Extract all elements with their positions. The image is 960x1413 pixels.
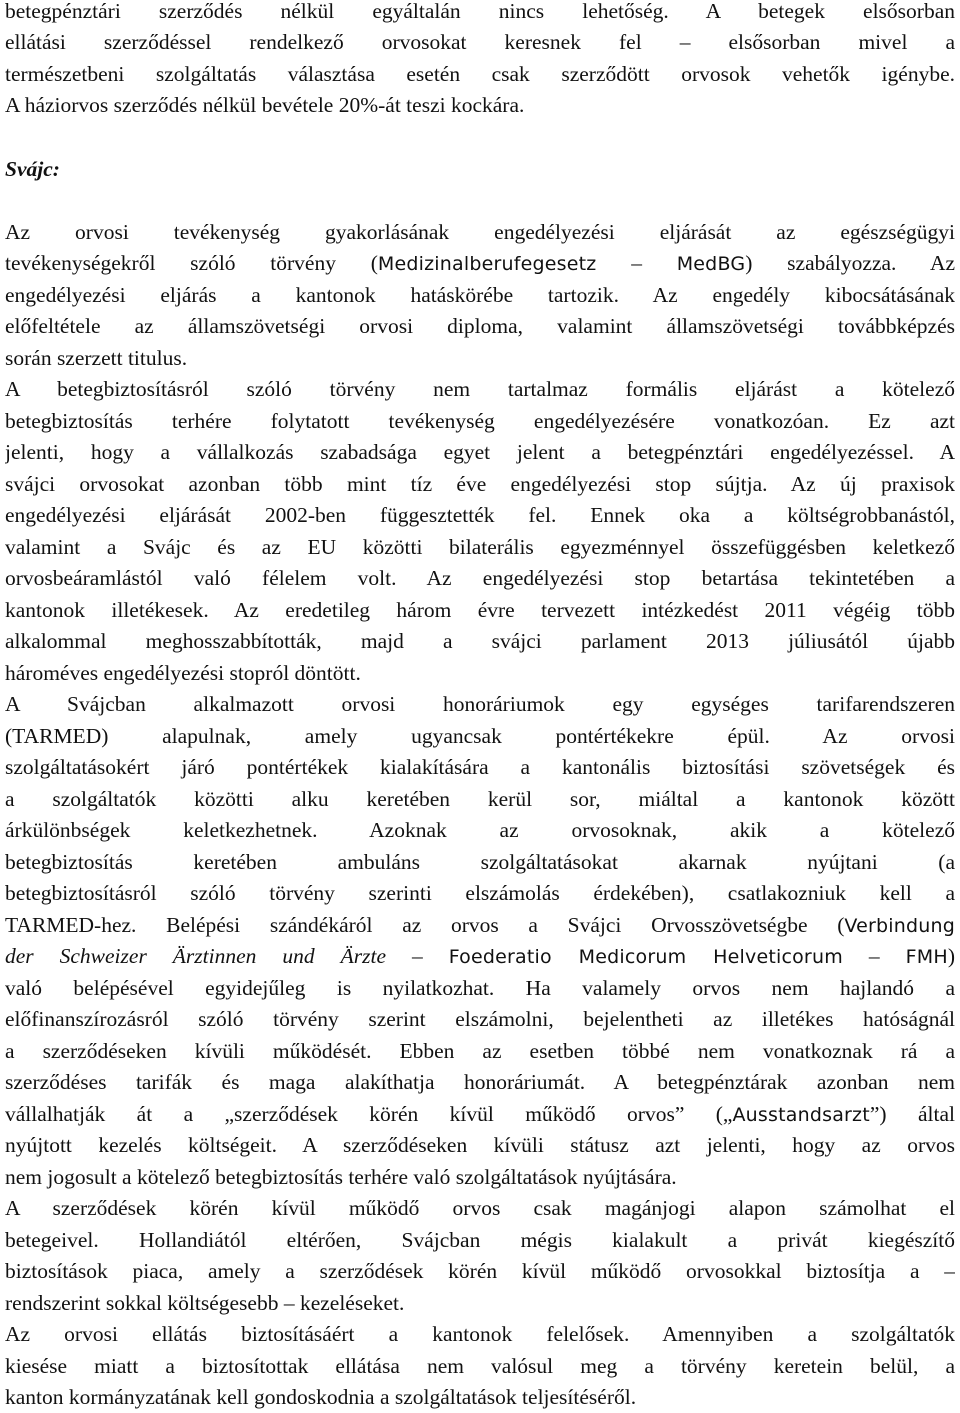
paragraph-line [5, 1099, 955, 1130]
organization-name: der Schweizer Ärztinnen und Ärzte [5, 944, 386, 968]
paragraph-line [5, 248, 955, 279]
text-span: ) szabályozza. Az [745, 251, 955, 275]
paragraph-line: A szerződések körén kívül működő orvos csak magánjogi alapon számolhat el [5, 1196, 955, 1220]
paragraph-line: biztosítások piaca, amely a szerződések körén kívül működő orvosokkal biztosítja a – [5, 1259, 955, 1283]
text-span: ) [947, 944, 955, 968]
paragraph-line: A betegbiztosításról szóló törvény nem tartalmaz formális eljárást a kötelező [5, 377, 955, 401]
paragraph-line: kanton kormányzatának kell gondoskodnia a szolgáltatások teljesítéséről. [5, 1385, 637, 1409]
organization-abbreviation: FMH [905, 946, 948, 968]
paragraph-line: (TARMED) alapulnak, amely ugyancsak pontértékekre épül. Az orvosi [5, 724, 955, 748]
paragraph-line: engedélyezési eljárását 2002-ben függesztették fel. Ennek oka a költségrobbanástól, [5, 503, 955, 527]
paragraph-line: kiesése miatt a biztosítottak ellátása nem valósul meg a törvény keretein belül, a [5, 1354, 955, 1378]
text-span: vállalhatják át a „szerződések körén kívül működő orvos” („ [5, 1102, 733, 1126]
dash: – [385, 944, 449, 968]
paragraph-line: valamint a Svájc és az EU közötti bilaterális egyezménnyel összefüggésben keletkező [5, 535, 955, 559]
paragraph-line: a szolgáltatók közötti alku keretében kerül sor, miáltal a kantonok között [5, 787, 955, 811]
paragraph-line: betegbiztosítás terhére folytatott tevékenység engedélyezésére vonatkozóan. Ez azt [5, 409, 955, 433]
paragraph-line: Az orvosi ellátás biztosításáért a kantonok felelősek. Amennyiben a szolgáltatók [5, 1322, 955, 1346]
law-name: Medizinalberufegesetz [377, 253, 597, 275]
text-span: TARMED-hez. Belépési szándékáról az orvos a Svájci Orvosszövetségbe ( [5, 913, 845, 937]
paragraph-line: A Svájcban alkalmazott orvosi honoráriumok egy egységes tarifarendszeren [5, 692, 955, 716]
section-heading: Svájc: [5, 157, 60, 181]
paragraph-line: ellátási szerződéssel rendelkező orvosokat keresnek fel – elsősorban mivel a [5, 30, 955, 54]
paragraph-line: engedélyezési eljárás a kantonok hatáskörébe tartozik. Az engedély kibocsátásának [5, 283, 955, 307]
text-span: ”) által [869, 1102, 955, 1126]
paragraph-line: előfeltétele az államszövetségi orvosi diploma, valamint államszövetségi továbbképzés [5, 314, 955, 338]
organization-name: Verbindung [844, 915, 955, 937]
paragraph-line: rendszerint sokkal költségesebb – kezeléseket. [5, 1291, 405, 1315]
dash: – [596, 251, 677, 275]
term: Ausstandsarzt [732, 1104, 870, 1126]
paragraph-line: természetbeni szolgáltatás választása esetén csak szerződött orvosok vehetők igénybe. [5, 62, 955, 86]
paragraph-line: szerződéses tarifák és maga alakíthatja honoráriumát. A betegpénztárak azonban nem [5, 1070, 955, 1094]
paragraph-line: svájci orvosokat azonban több mint tíz éve engedélyezési stop sújtja. Az új praxisok [5, 472, 955, 496]
paragraph-line: való belépésével egyidejűleg is nyilatkozhat. Ha valamely orvos nem hajlandó a [5, 976, 955, 1000]
organization-latin-name: Foederatio Medicorum Helveticorum [448, 946, 843, 968]
paragraph-line: A háziorvos szerződés nélkül bevétele 20%-át teszi kockára. [5, 93, 525, 117]
paragraph-line: árkülönbségek keletkezhetnek. Azoknak az orvosoknak, akik a kötelező [5, 818, 955, 842]
paragraph-line: a szerződéseken kívüli működését. Ebben az esetben többé nem vonatkoznak rá a [5, 1039, 955, 1063]
paragraph-line: kantonok illetékesek. Az eredetileg három évre tervezett intézkedést 2011 végéig több [5, 598, 955, 622]
paragraph-line: előfinanszírozásról szóló törvény szerint elszámolni, bejelentheti az illetékes hatóságnál [5, 1007, 955, 1031]
paragraph-line: betegeivel. Hollandiától eltérően, Svájcban mégis kialakult a privát kiegészítő [5, 1228, 955, 1252]
paragraph-line: nyújtott kezelés költségeit. A szerződéseken kívüli státusz azt jelenti, hogy az orvos [5, 1133, 955, 1157]
paragraph-line: hároméves engedélyezési stopról döntött. [5, 661, 361, 685]
paragraph-line: betegbiztosításról szóló törvény szerinti elszámolás érdekében), csatlakozniuk kell a [5, 881, 955, 905]
paragraph-line: jelenti, hogy a vállalkozás szabadsága egyet jelent a betegpénztári engedélyezéssel. A [5, 440, 955, 464]
law-abbreviation: MedBG [676, 253, 746, 275]
paragraph-line: Az orvosi tevékenység gyakorlásának engedélyezési eljárását az egészségügyi [5, 220, 955, 244]
paragraph-line [5, 941, 955, 972]
paragraph-line: betegbiztosítás keretében ambuláns szolgáltatásokat akarnak nyújtani (a [5, 850, 955, 874]
paragraph-line [5, 910, 955, 941]
paragraph-line: betegpénztári szerződés nélkül egyáltalán nincs lehetőség. A betegek elsősorban [5, 0, 955, 23]
paragraph-line: nem jogosult a kötelező betegbiztosítás terhére való szolgáltatások nyújtására. [5, 1165, 677, 1189]
text-span: tevékenységekről szóló törvény ( [5, 251, 378, 275]
paragraph-line: során szerzett titulus. [5, 346, 188, 370]
dash: – [842, 944, 906, 968]
paragraph-line: szolgáltatásokért járó pontértékek kialakítására a kantonális biztosítási szövetségek és [5, 755, 955, 779]
paragraph-line: alkalommal meghosszabbították, majd a svájci parlament 2013 júliusától újabb [5, 629, 955, 653]
paragraph-line: orvosbeáramlástól való félelem volt. Az engedélyezési stop betartása tekintetében a [5, 566, 955, 590]
